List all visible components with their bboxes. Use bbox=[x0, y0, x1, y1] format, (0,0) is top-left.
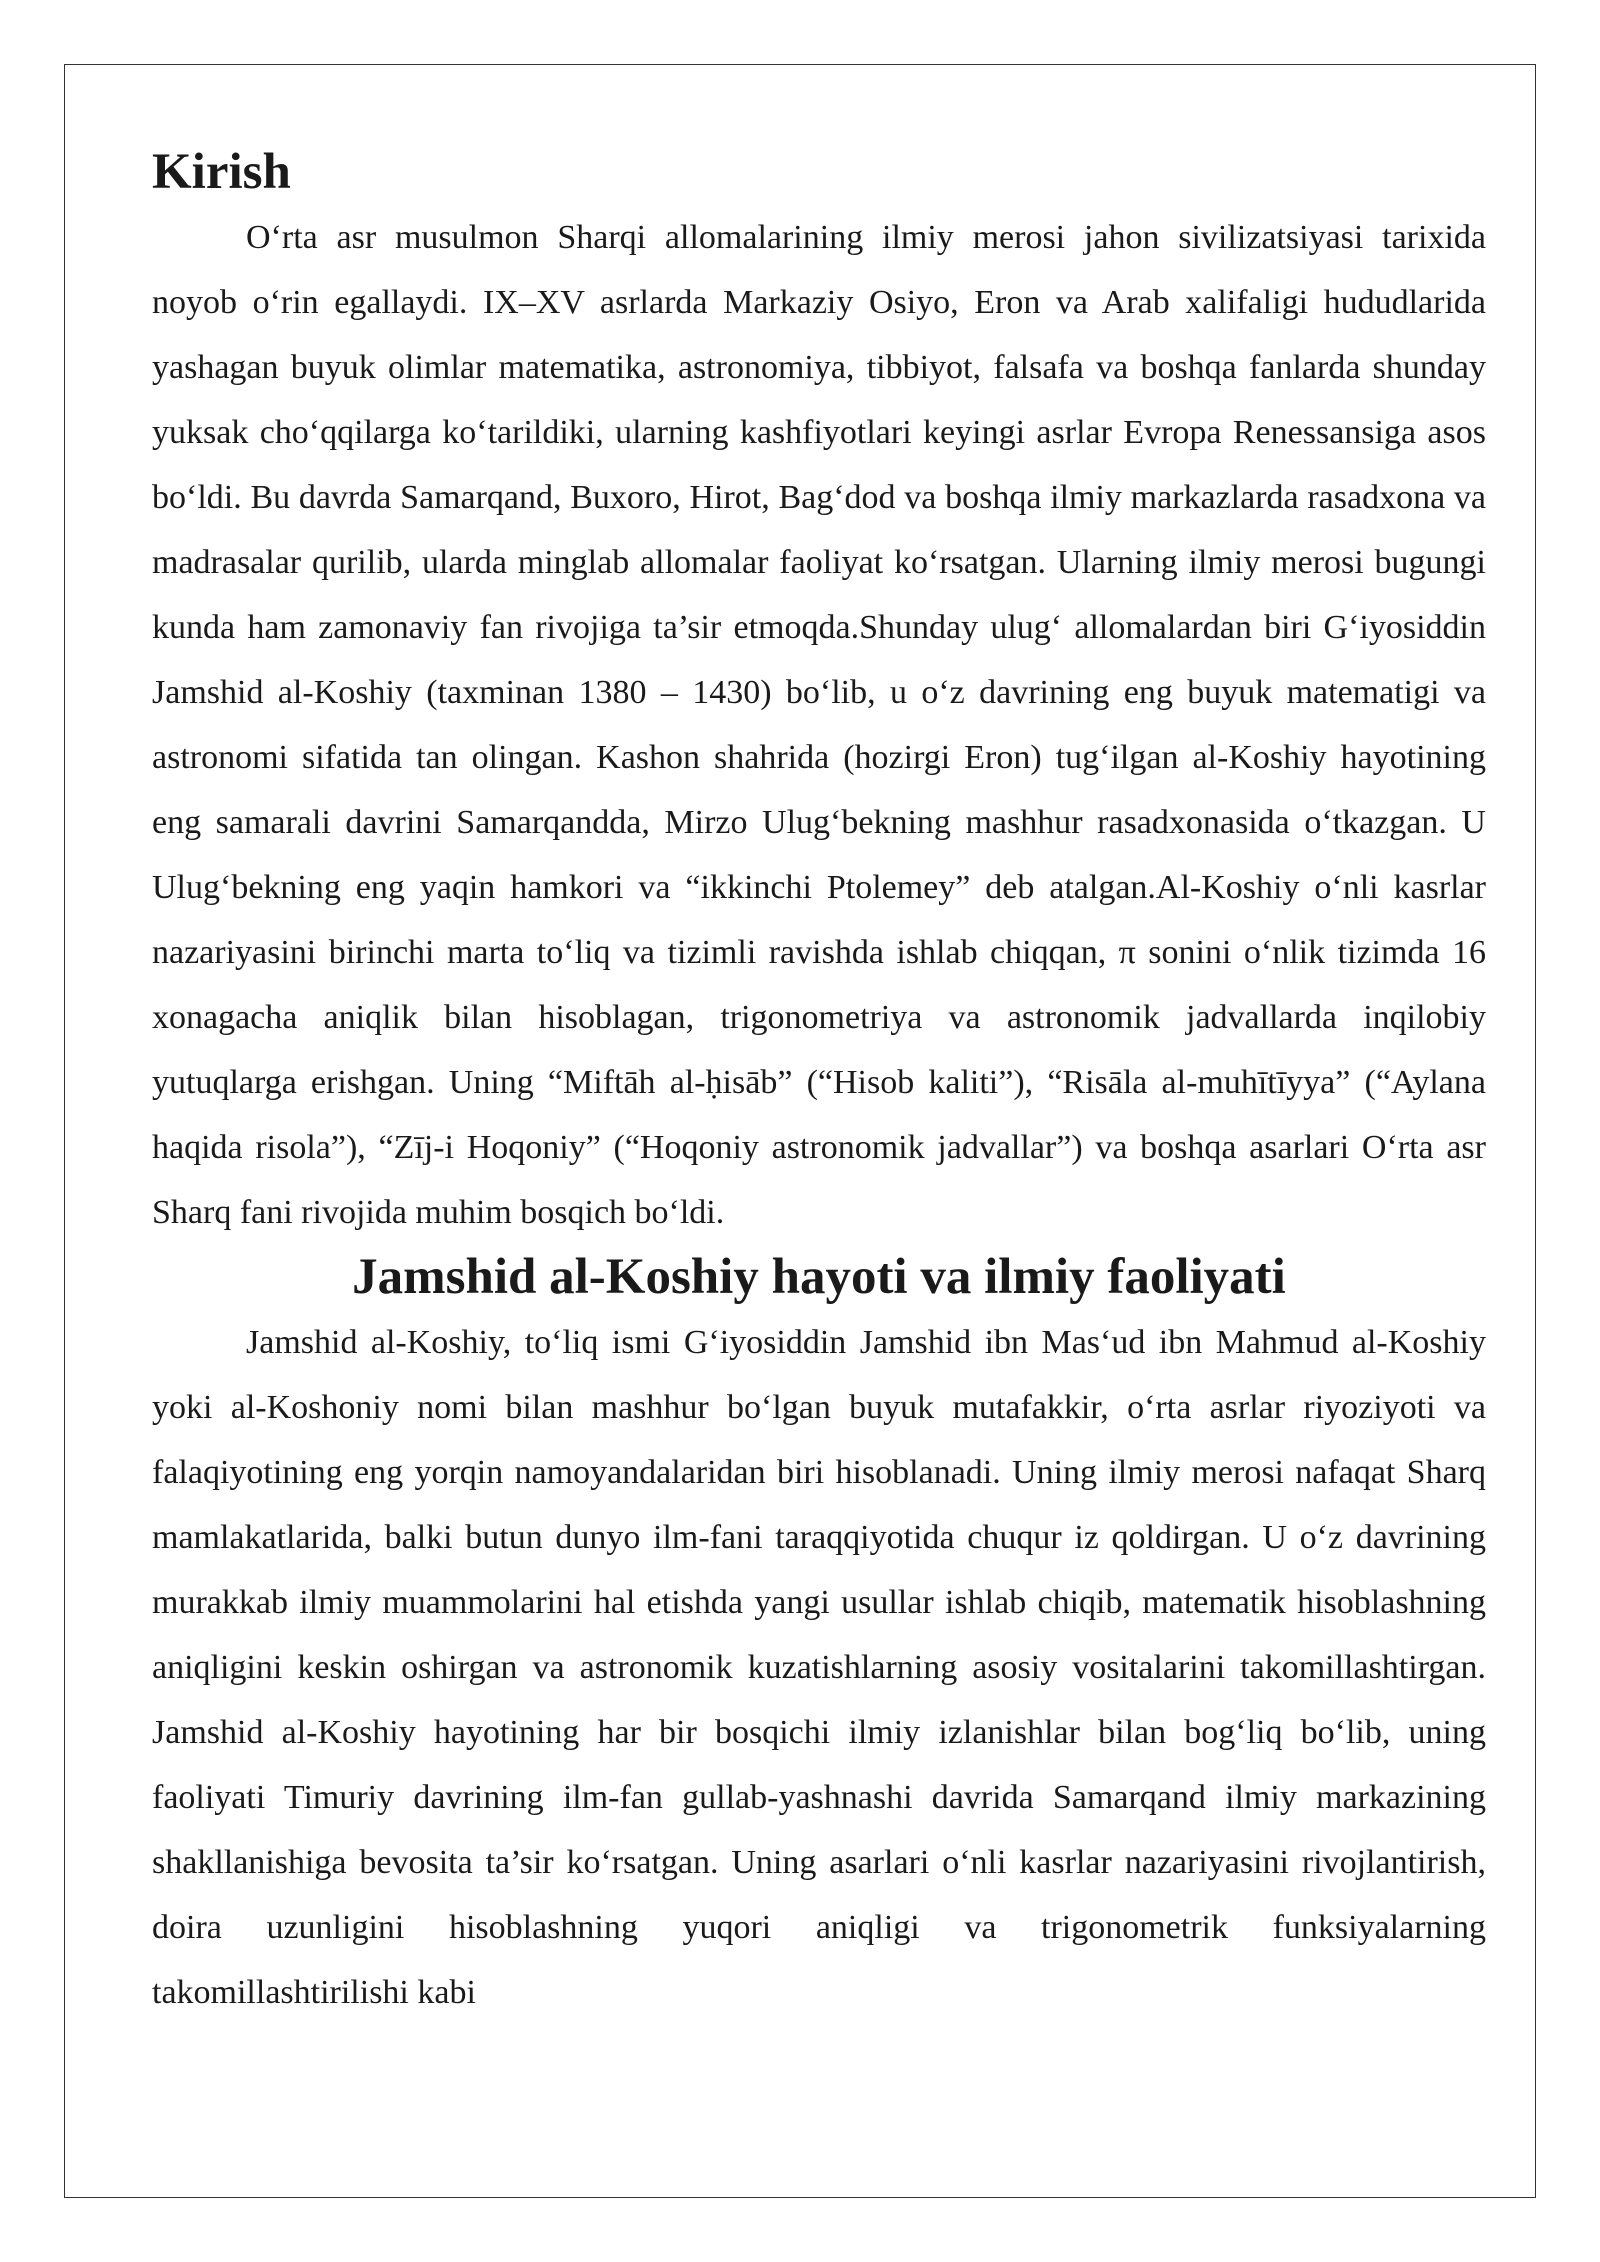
intro-paragraph: O‘rta asr musulmon Sharqi allomalarining ilmiy merosi jahon sivilizatsiyasi tarixida noyob o‘rin egallaydi. IX–XV asrlarda Markaziy Osiyo, Eron va Arab xalifaligi hududlarida yashagan buyuk olimlar matematika, astronomiya, tibbiyot, falsafa va boshqa fanlarda shunday yuksak cho‘qqilarga ko‘tarildiki, ularning kashfiyotlari keyingi asrlar Evropa Renessansiga asos bo‘ldi. Bu davrda Samarqand, Buxoro, Hirot, Bag‘dod va boshqa ilmiy markazlarda rasadxona va madrasalar qurilib, ularda minglab allomalar faoliyat ko‘rsatgan. Ularning ilmiy merosi bugungi kunda ham zamonaviy fan rivojiga ta’sir etmoqda.Shunday ulug‘ allomalardan biri G‘iyosiddin Jamshid al-Koshiy (taxminan 1380 – 1430) bo‘lib, u o‘z davrining eng buyuk matematigi va astronomi sifatida tan olingan. Kashon shahrida (hozirgi Eron) tug‘ilgan al-Koshiy hayotining eng samarali davrini Samarqandda, Mirzo Ulug‘bekning mashhur rasadxonasida o‘tkazgan. U Ulug‘bekning eng yaqin hamkori va “ikkinchi Ptolemey” deb atalgan.Al-Koshiy o‘nli kasrlar nazariyasini birinchi marta to‘liq va tizimli ravishda ishlab chiqqan, π sonini o‘nlik tizimda 16 xonagacha aniqlik bilan hisoblagan, trigonometriya va astronomik jadvallarda inqilobiy yutuqlarga erishgan. Uning “Miftāh al-ḥisāb” (“Hisob kaliti”), “Risāla al-muhītīyya” (“Aylana haqida risola”), “Zīj-i Hoqoniy” (“Hoqoniy astronomik jadvallar”) va boshqa asarlari O‘rta asr Sharq fani rivojida muhim bosqich bo‘ldi. bbox=[152, 219, 1486, 1231]
section-paragraph: Jamshid al-Koshiy, to‘liq ismi G‘iyosiddin Jamshid ibn Mas‘ud ibn Mahmud al-Koshiy yoki al-Koshoniy nomi bilan mashhur bo‘lgan buyuk mutafakkir, o‘rta asrlar riyoziyoti va falaqiyotining eng yorqin namoyandalaridan biri hisoblanadi. Uning ilmiy merosi nafaqat Sharq mamlakatlarida, balki butun dunyo ilm-fani taraqqiyotida chuqur iz qoldirgan. U o‘z davrining murakkab ilmiy muammolarini hal etishda yangi usullar ishlab chiqib, matematik hisoblashning aniqligini keskin oshirgan va astronomik kuzatishlarning asosiy vositalarini takomillashtirgan. Jamshid al-Koshiy hayotining har bir bosqichi ilmiy izlanishlar bilan bog‘liq bo‘lib, uning faoliyati Timuriy davrining ilm-fan gullab-yashnashi davrida Samarqand ilmiy markazining shakllanishiga bevosita ta’sir ko‘rsatgan. Uning asarlari o‘nli kasrlar nazariyasini rivojlantirish, doira uzunligini hisoblashning yuqori aniqligi va trigonometrik funksiyalarning takomillashtirilishi kabi bbox=[152, 1324, 1486, 2011]
intro-heading: Kirish bbox=[152, 144, 291, 200]
document-body bbox=[152, 140, 1486, 2025]
section-heading: Jamshid al-Koshiy hayoti va ilmiy faoliyati bbox=[352, 1249, 1286, 1305]
